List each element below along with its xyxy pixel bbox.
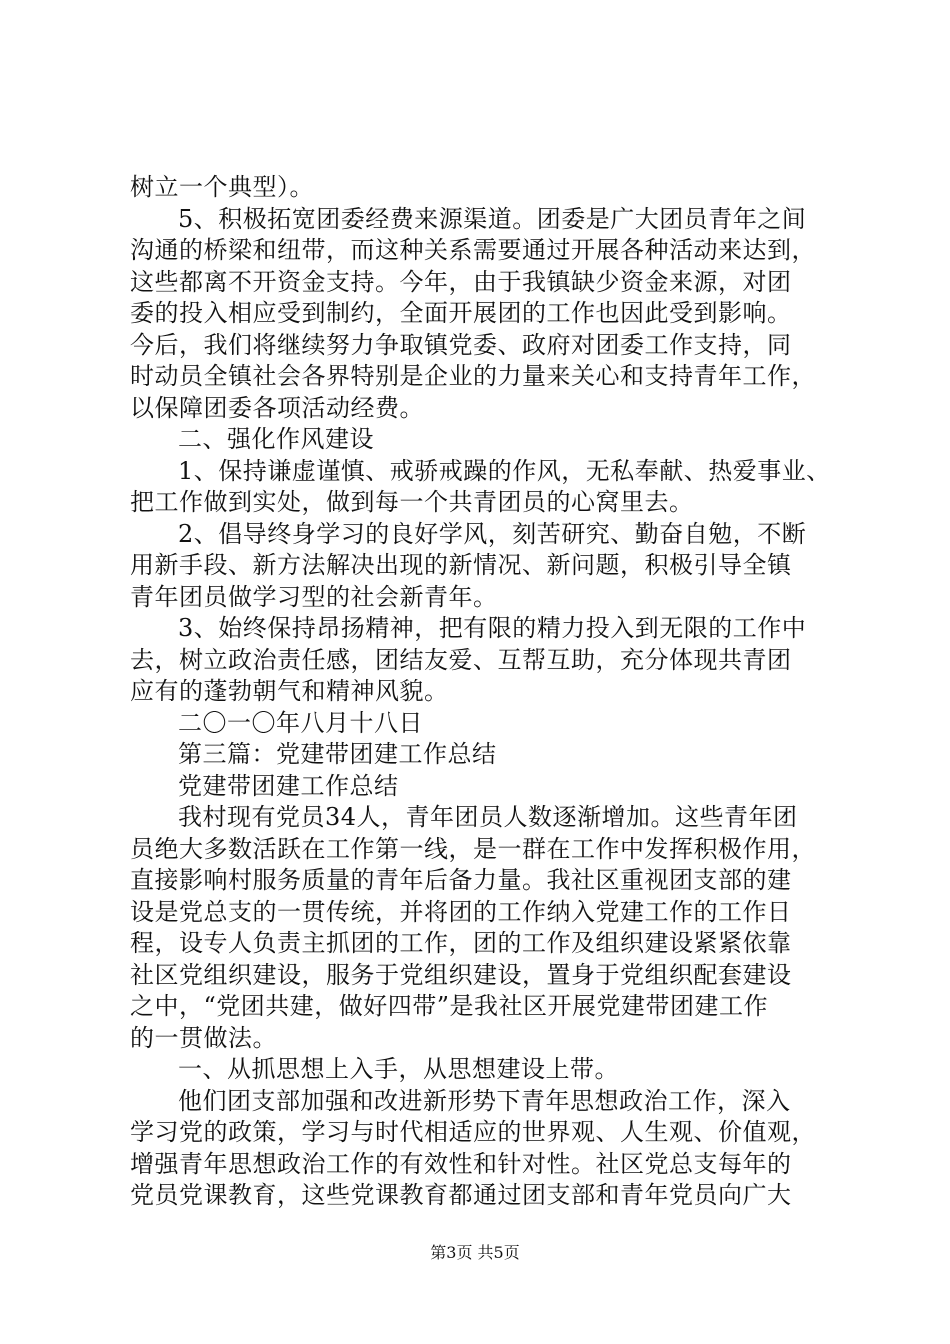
text-line: 学习党的政策，学习与时代相适应的世界观、人生观、价值观， [130,1118,816,1146]
text-line: 委的投入相应受到制约，全面开展团的工作也因此受到影响。 [130,299,792,327]
text-line: 我村现有党员34人，青年团员人数逐渐增加。这些青年团 [178,803,798,831]
text-line: 他们团支部加强和改进新形势下青年思想政治工作，深入 [178,1086,791,1115]
text-line: 第三篇：党建带团建工作总结 [178,740,497,768]
text-line: 设是党总支的一贯传统，并将团的工作纳入党建工作的工作日 [130,897,792,926]
text-line: 二〇一〇年八月十八日 [178,708,423,737]
text-line: 党员党课教育，这些党课教育都通过团支部和青年党员向广大 [130,1181,792,1209]
text-line: 的一贯做法。 [130,1023,277,1052]
text-line: 去，树立政治责任感，团结友爱、互帮互助，充分体现共青团 [130,645,792,674]
document-body [130,172,830,1212]
page-footer: 第3页 共5页 [430,1243,520,1262]
text-line: 二、强化作风建设 [178,425,374,453]
text-line: 程，设专人负责主抓团的工作，团的工作及组织建设紧紧依靠 [130,929,792,957]
text-line: 应有的蓬勃朝气和精神风貌。 [130,677,449,705]
text-line: 把工作做到实处，做到每一个共青团员的心窝里去。 [130,488,694,516]
text-line: 社区党组织建设，服务于党组织建设，置身于党组织配套建设 [130,960,792,989]
text-line: 以保障团委各项活动经费。 [130,393,424,422]
text-line: 之中，“党团共建，做好四带”是我社区开展党建带团建工作 [130,992,769,1020]
text-line: 增强青年思想政治工作的有效性和针对性。社区党总支每年的 [130,1149,792,1178]
text-line: 这些都离不开资金支持。今年，由于我镇缺少资金来源，对团 [130,267,792,296]
text-line: 青年团员做学习型的社会新青年。 [130,582,498,611]
text-line: 时动员全镇社会各界特别是企业的力量来关心和支持青年工作， [130,362,816,390]
text-line: 5、积极拓宽团委经费来源渠道。团委是广大团员青年之间 [178,204,807,233]
text-line: 沟通的桥梁和纽带，而这种关系需要通过开展各种活动来达到， [130,236,816,264]
text-line: 直接影响村服务质量的青年后备力量。我社区重视团支部的建 [130,866,792,894]
text-line: 今后，我们将继续努力争取镇党委、政府对团委工作支持，同 [130,330,792,359]
text-line: 一、从抓思想上入手，从思想建设上带。 [178,1055,619,1083]
text-line: 员绝大多数活跃在工作第一线，是一群在工作中发挥积极作用， [130,834,816,863]
text-line: 1、保持谦虚谨慎、戒骄戒躁的作风，无私奉献、热爱事业、 [178,456,831,485]
text-line: 2、倡导终身学习的良好学风，刻苦研究、勤奋自勉，不断 [178,519,807,548]
text-line: 用新手段、新方法解决出现的新情况、新问题，积极引导全镇 [130,551,792,579]
text-line: 树立一个典型）。 [130,173,314,201]
text-line: 党建带团建工作总结 [178,771,399,800]
text-line: 3、始终保持昂扬精神，把有限的精力投入到无限的工作中 [178,614,807,642]
